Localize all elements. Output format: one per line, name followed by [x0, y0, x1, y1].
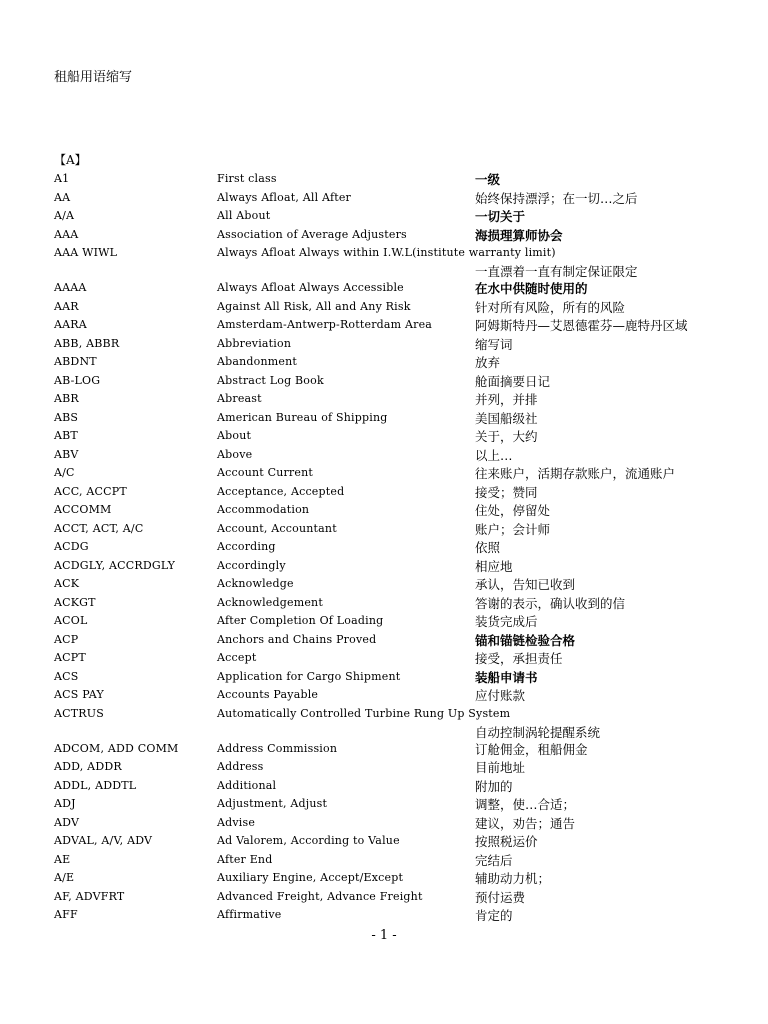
chinese-term: 目前地址	[475, 760, 526, 776]
english-term: Always Afloat Always within I.W.L(institute warranty limit)	[217, 246, 556, 259]
abbreviation: ACCOMM	[54, 503, 112, 517]
abbreviation: ACPT	[54, 651, 86, 665]
english-term: First class	[217, 172, 277, 185]
list-item	[0, 557, 768, 575]
english-term: Auxiliary Engine, Accept/Except	[217, 871, 404, 885]
list-item	[0, 335, 768, 353]
abbreviation: AE	[54, 852, 71, 866]
chinese-term: 接受；赞同	[475, 484, 538, 500]
english-term: Accounts Payable	[217, 688, 319, 702]
chinese-term: 并列，并排	[475, 392, 538, 408]
chinese-term: 装货完成后	[475, 614, 538, 630]
english-term: Adjustment, Adjust	[217, 797, 328, 811]
list-item	[0, 298, 768, 316]
abbreviation: AB-LOG	[54, 373, 101, 387]
chinese-term: 阿姆斯特丹—艾恩德霍芬—鹿特丹区域	[475, 318, 688, 334]
english-term: Against All Risk, All and Any Risk	[217, 299, 411, 313]
chinese-term: 预付运费	[475, 889, 526, 905]
list-item	[0, 888, 768, 906]
list-item	[0, 851, 768, 869]
abbreviation: ACS PAY	[54, 688, 104, 702]
list-item	[0, 279, 768, 297]
list-item	[0, 170, 768, 188]
english-term: Advise	[217, 815, 256, 829]
abbreviation: A1	[54, 172, 70, 185]
abbreviation: ACS	[54, 669, 79, 683]
chinese-term: 始终保持漂浮；在一切…之后	[475, 190, 638, 206]
list-item	[0, 906, 768, 924]
abbreviation: ABV	[54, 447, 79, 461]
chinese-term: 承认，告知已收到	[475, 577, 576, 593]
chinese-term: 一级	[475, 172, 501, 187]
chinese-term: 答谢的表示，确认收到的信	[475, 595, 626, 611]
list-item	[0, 244, 768, 279]
list-item	[0, 649, 768, 667]
english-term: Abreast	[217, 392, 262, 406]
english-term: Additional	[217, 778, 277, 792]
english-term: Acknowledge	[217, 577, 294, 591]
list-item	[0, 740, 768, 758]
chinese-term: 美国船级社	[475, 410, 538, 426]
abbreviation: AARA	[54, 318, 87, 332]
english-term: Abandonment	[217, 355, 298, 369]
english-term: Anchors and Chains Proved	[217, 632, 377, 646]
abbreviation: ADDL, ADDTL	[54, 778, 137, 792]
english-term: According	[217, 540, 276, 554]
english-term: Accept	[217, 651, 257, 665]
chinese-term: 依照	[475, 540, 501, 556]
abbreviation: AF, ADVFRT	[54, 889, 125, 903]
chinese-term: 完结后	[475, 852, 513, 868]
english-term: Accommodation	[217, 503, 310, 517]
chinese-term: 以上…	[475, 447, 513, 463]
list-item	[0, 390, 768, 408]
list-item	[0, 520, 768, 538]
english-term: Address	[217, 760, 264, 774]
chinese-term: 一直漂着一直有制定保证限定	[475, 264, 638, 279]
list-item	[0, 464, 768, 482]
abbreviation: AFF	[54, 908, 78, 922]
abbreviation: ABDNT	[54, 355, 97, 369]
english-term: Always Afloat, All After	[217, 190, 352, 204]
abbreviation: ACOL	[54, 614, 88, 628]
english-term: Account Current	[217, 466, 314, 480]
abbreviation: ACP	[54, 632, 79, 646]
list-item	[0, 501, 768, 519]
list-item	[0, 758, 768, 776]
list-item	[0, 316, 768, 334]
list-item	[0, 612, 768, 630]
abbreviation: ACKGT	[54, 595, 96, 609]
abbreviation: AAR	[54, 299, 79, 313]
abbreviation: ACDGLY, ACCRDGLY	[54, 558, 176, 572]
abbreviation: ADD, ADDR	[54, 760, 122, 774]
abbreviation: AA	[54, 190, 71, 204]
english-term: Above	[217, 447, 253, 461]
chinese-term: 调整，使…合适；	[475, 797, 576, 813]
list-item	[0, 226, 768, 244]
chinese-term: 针对所有风险，所有的风险	[475, 299, 626, 315]
abbreviation: ACDG	[54, 540, 89, 554]
english-term: Abbreviation	[217, 336, 292, 350]
chinese-term: 放弃	[475, 355, 501, 371]
abbreviation: ABT	[54, 429, 78, 443]
list-item	[0, 686, 768, 704]
list-item	[0, 483, 768, 501]
abbreviation: ADVAL, A/V, ADV	[54, 834, 153, 848]
chinese-term: 账户；会计师	[475, 521, 551, 537]
abbreviation: A/A	[54, 209, 75, 222]
section-heading: 【A】	[54, 153, 87, 167]
abbreviation: AAA WIWL	[54, 246, 118, 259]
chinese-term: 往来账户，活期存款账户，流通账户	[475, 466, 676, 482]
list-item	[0, 832, 768, 850]
english-term: Association of Average Adjusters	[217, 227, 407, 241]
chinese-term: 肯定的	[475, 908, 513, 924]
chinese-term: 接受，承担责任	[475, 651, 563, 667]
list-item	[0, 705, 768, 740]
list-item	[0, 446, 768, 464]
english-term: Acknowledgement	[217, 595, 323, 609]
english-term: Acceptance, Accepted	[217, 484, 345, 498]
abbreviation: ACTRUS	[54, 706, 104, 720]
chinese-term: 订舱佣金，租船佣金	[475, 741, 588, 757]
abbreviation: A/E	[54, 871, 75, 885]
chinese-term: 建议，劝告；通告	[475, 815, 576, 831]
chinese-term: 相应地	[475, 558, 513, 574]
chinese-term: 装船申请书	[475, 669, 538, 685]
abbreviation: ACK	[54, 577, 80, 591]
list-item	[0, 538, 768, 556]
list-item	[0, 777, 768, 795]
english-term: Application for Cargo Shipment	[217, 669, 401, 683]
english-term: Always Afloat Always Accessible	[217, 281, 404, 295]
list-item	[0, 575, 768, 593]
chinese-term: 附加的	[475, 778, 513, 794]
chinese-term: 关于，大约	[475, 429, 538, 445]
abbreviation: AAA	[54, 227, 79, 241]
list-item	[0, 189, 768, 207]
chinese-term: 在水中供随时使用的	[475, 281, 588, 297]
chinese-term: 应付账款	[475, 688, 526, 704]
list-item	[0, 594, 768, 612]
abbreviation: A/C	[54, 466, 75, 480]
list-item	[0, 795, 768, 813]
list-item	[0, 814, 768, 832]
english-term: All About	[217, 209, 271, 222]
english-term: Address Commission	[217, 741, 338, 755]
chinese-term: 舱面摘要日记	[475, 373, 551, 389]
list-item	[0, 353, 768, 371]
english-term: Automatically Controlled Turbine Rung Up System	[217, 706, 511, 720]
english-term: After Completion Of Loading	[217, 614, 384, 628]
chinese-term: 海损理算师协会	[475, 227, 563, 243]
english-term: Abstract Log Book	[217, 373, 324, 387]
english-term: American Bureau of Shipping	[217, 410, 388, 424]
chinese-term: 缩写词	[475, 336, 513, 352]
abbreviation: AAAA	[54, 281, 87, 295]
english-term: About	[217, 429, 252, 443]
list-item	[0, 869, 768, 887]
list-item	[0, 427, 768, 445]
list-item	[0, 372, 768, 390]
english-term: Advanced Freight, Advance Freight	[217, 889, 423, 903]
abbreviation: ADCOM, ADD COMM	[54, 741, 179, 755]
english-term: Accordingly	[217, 558, 286, 572]
chinese-term: 锚和锚链检验合格	[475, 632, 576, 648]
abbreviation: ACC, ACCPT	[54, 484, 127, 498]
chinese-term: 辅助动力机；	[475, 871, 551, 887]
page-number: - 1 -	[371, 928, 397, 943]
chinese-term: 自动控制涡轮提醒系统	[475, 724, 601, 740]
abbreviation: ACCT, ACT, A/C	[54, 521, 144, 535]
chinese-term: 一切关于	[475, 209, 526, 224]
chinese-term: 住处，停留处	[475, 503, 551, 519]
abbreviation: ABB, ABBR	[54, 336, 120, 350]
abbreviation: ABS	[54, 410, 79, 424]
list-item	[0, 631, 768, 649]
abbreviation: ADJ	[54, 797, 76, 811]
document-title: 租船用语缩写	[54, 70, 133, 85]
english-term: After End	[217, 852, 273, 866]
abbreviation: ADV	[54, 815, 80, 829]
abbreviation: ABR	[54, 392, 79, 406]
english-term: Account, Accountant	[217, 521, 337, 535]
list-item	[0, 668, 768, 686]
english-term: Ad Valorem, According to Value	[217, 834, 400, 848]
english-term: Affirmative	[217, 908, 282, 922]
chinese-term: 按照税运价	[475, 834, 538, 850]
english-term: Amsterdam-Antwerp-Rotterdam Area	[217, 318, 433, 332]
list-item	[0, 207, 768, 225]
list-item	[0, 409, 768, 427]
